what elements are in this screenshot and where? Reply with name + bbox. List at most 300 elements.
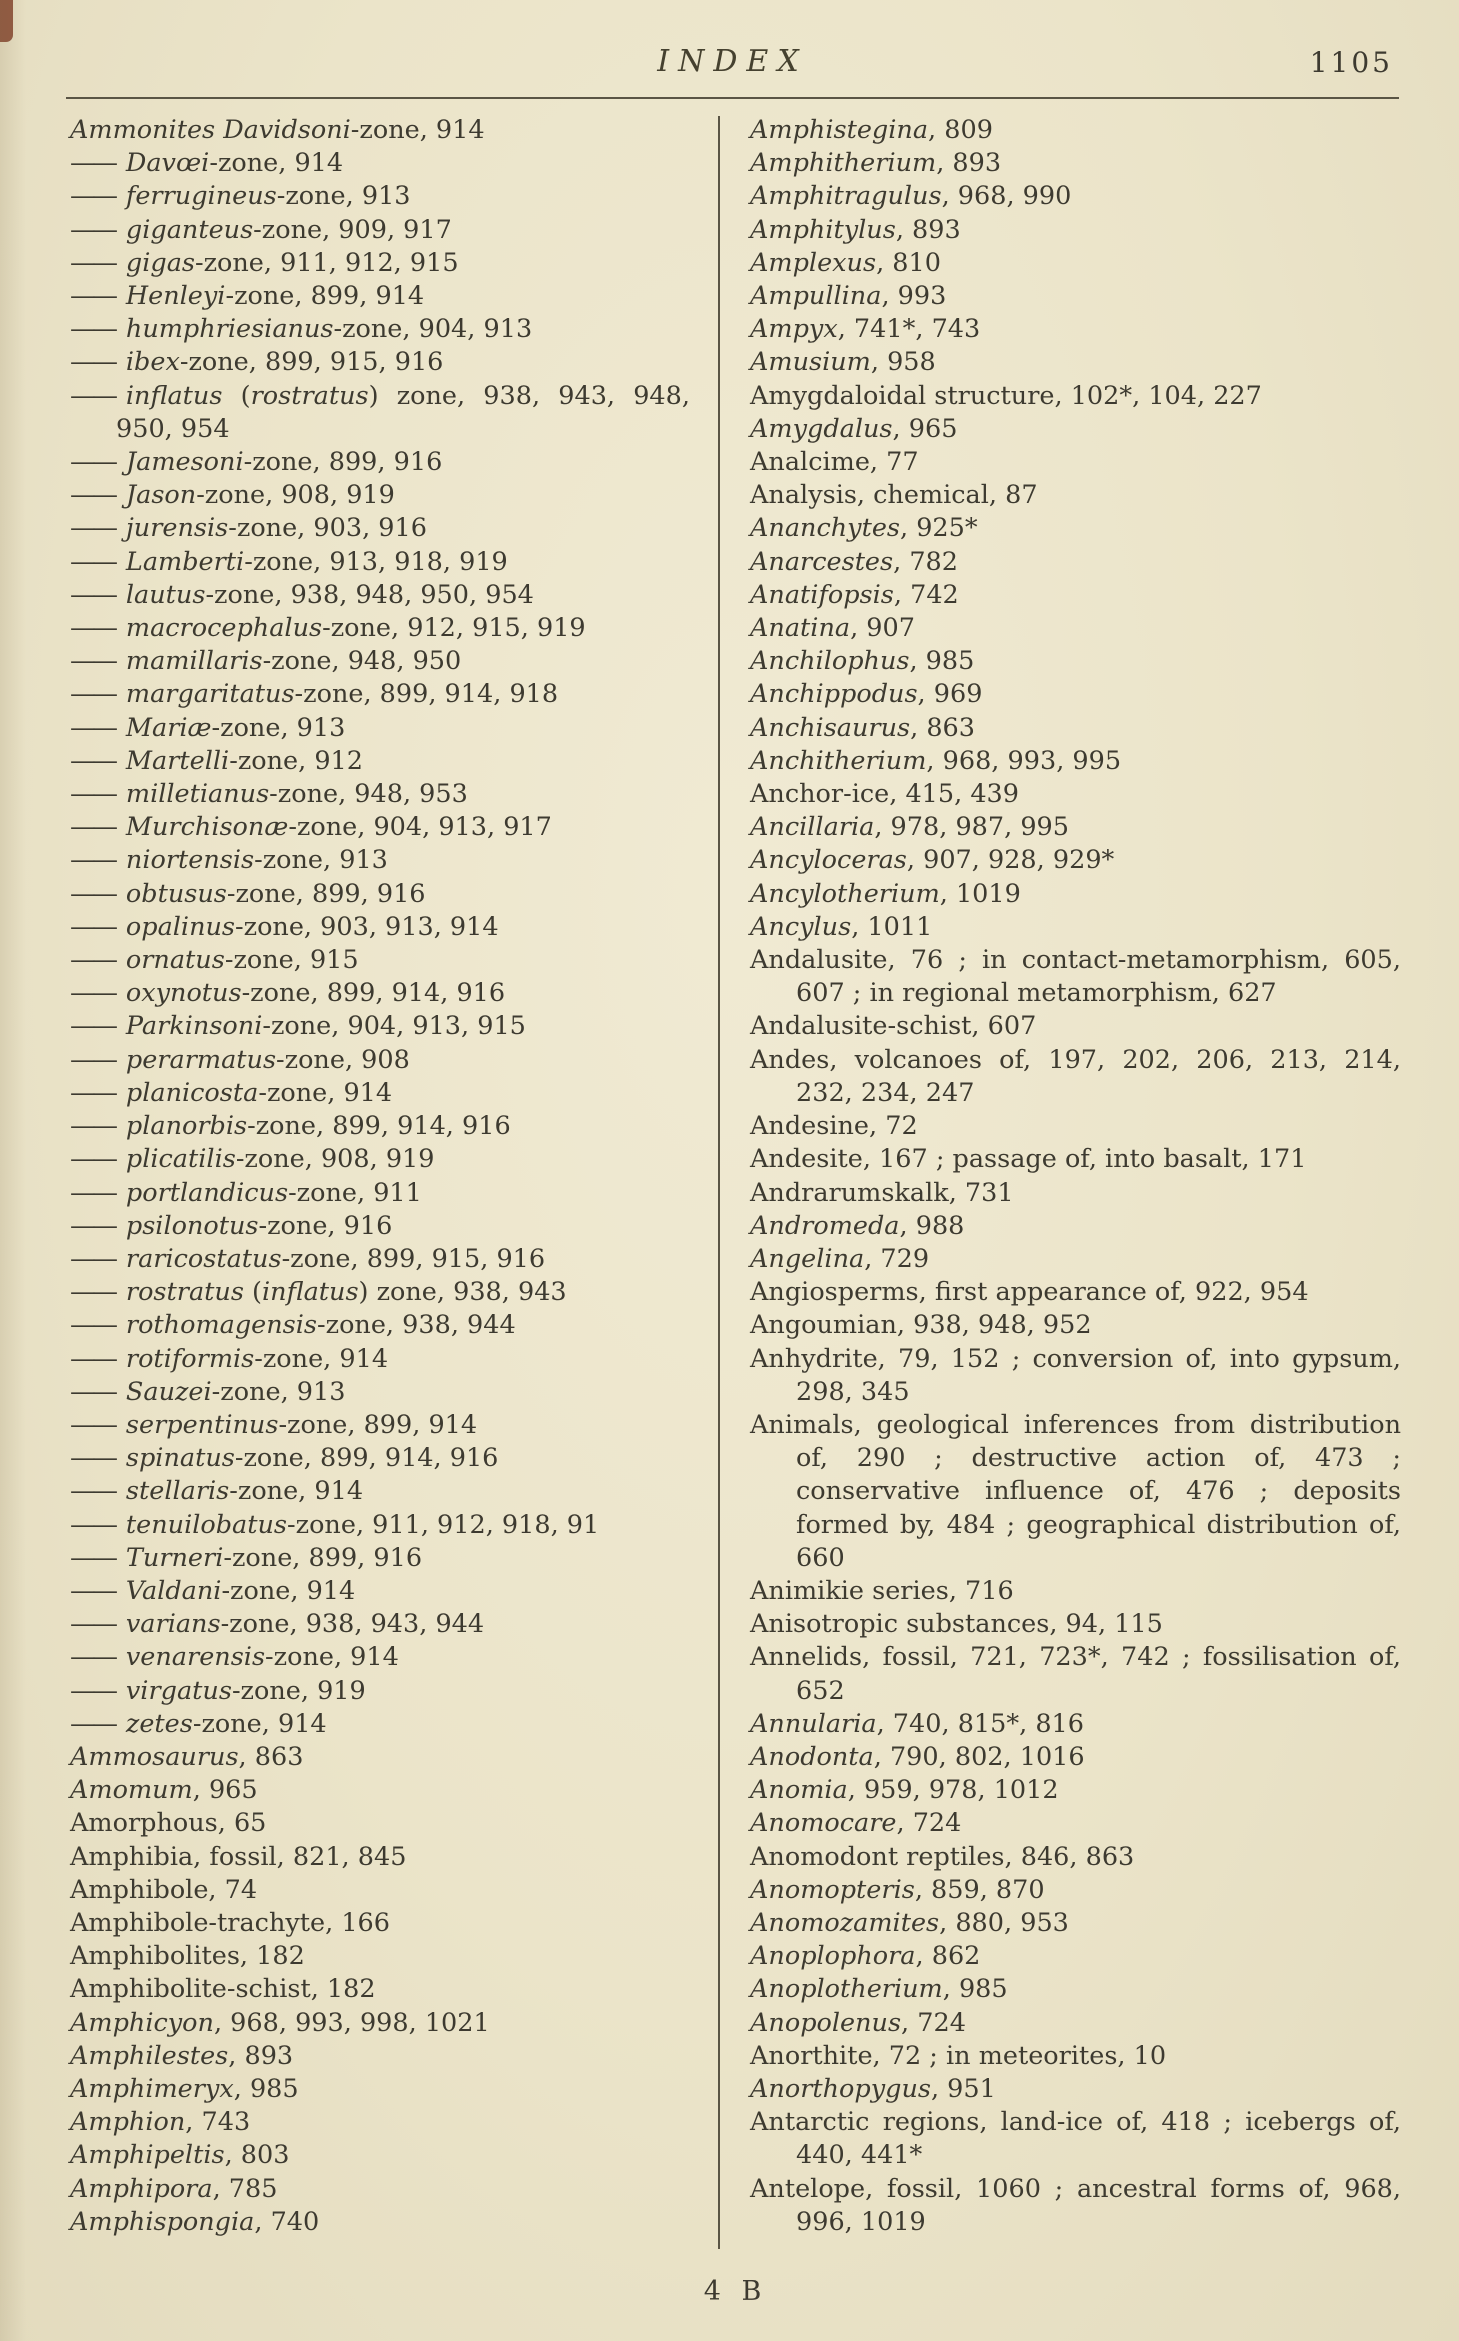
entry-text: , 985 (909, 646, 975, 677)
entry-text: , 803 (224, 2140, 290, 2171)
page-footer (70, 2276, 1401, 2307)
entry-text: -zone, 903, 916 (228, 513, 427, 544)
index-entry (750, 1010, 1401, 1043)
index-entry (70, 2073, 690, 2106)
repeat-dash: —— (70, 945, 115, 976)
entry-text: -zone, 899, 914, 916 (234, 1443, 499, 1474)
entry-text: ) zone, 938, 943 (358, 1277, 567, 1308)
entry-term: inflatus (261, 1277, 359, 1308)
entry-text: , 740, 815*, 816 (876, 1708, 1084, 1739)
index-entry (750, 1774, 1401, 1807)
repeat-dash: —— (70, 480, 115, 511)
entry-text: Animals, geological inferences from distribution of, 290 ; destructive action of, 473 ; conservative influence of, 476 ; deposits formed by, 484 ; geographical distribution of, 660 (750, 1409, 1401, 1573)
entry-term: serpentinus (125, 1409, 279, 1440)
entry-text: -zone, 913, 918, 919 (244, 546, 508, 577)
page-number: 1105 (1309, 46, 1393, 79)
repeat-dash: —— (70, 1210, 115, 1241)
entry-text: -zone, 948, 950 (262, 646, 462, 677)
index-columns (70, 114, 1401, 2263)
entry-text: , 742 (893, 579, 959, 610)
index-entry (70, 1376, 690, 1409)
entry-term: Andromeda (750, 1210, 900, 1241)
entry-text: -zone, 938, 948, 950, 954 (205, 579, 534, 610)
entry-term: stellaris (125, 1476, 230, 1507)
entry-term: Amphispongia (70, 2206, 255, 2237)
entry-text: Amphibolite-schist, 182 (70, 1974, 376, 2005)
index-entry (750, 579, 1401, 612)
index-entry (750, 1708, 1401, 1741)
entry-term: Anomopteris (750, 1874, 915, 1905)
index-entry (70, 1907, 690, 1940)
index-entry (70, 280, 690, 313)
index-entry (70, 878, 690, 911)
entry-text: -zone, 899, 916 (223, 1542, 423, 1573)
entry-text: , 782 (893, 546, 959, 577)
entry-term: Ananchytes (750, 513, 900, 544)
entry-text: , 740 (254, 2206, 320, 2237)
index-entry (750, 2173, 1401, 2239)
entry-term: Anomia (750, 1775, 848, 1806)
index-entry (70, 1177, 690, 1210)
repeat-dash: —— (70, 1409, 115, 1440)
entry-text: , 785 (212, 2173, 278, 2204)
entry-text: -zone, 908 (276, 1044, 410, 1075)
entry-text: -zone, 914 (265, 1642, 399, 1673)
entry-text: , 969 (917, 679, 983, 710)
repeat-dash: —— (70, 779, 115, 810)
entry-text: -zone, 899, 915, 916 (179, 347, 444, 378)
index-entry (70, 247, 690, 280)
entry-text: -zone, 938, 944 (317, 1310, 516, 1341)
entry-term: rotiformis (125, 1343, 255, 1374)
entry-text: , 880, 953 (939, 1907, 1069, 1938)
index-entry (70, 712, 690, 745)
entry-term: Amphitragulus (750, 181, 942, 212)
index-entry (70, 1940, 690, 1973)
index-entry (750, 844, 1401, 877)
index-entry (70, 546, 690, 579)
entry-text: Anomodont reptiles, 846, 863 (750, 1841, 1135, 1872)
entry-text: , 810 (876, 247, 941, 278)
entry-term: Anatina (750, 613, 851, 644)
index-entry (750, 645, 1401, 678)
entry-text: , 985 (233, 2073, 299, 2104)
entry-text: -zone, 914 (221, 1575, 356, 1606)
entry-text: , 729 (864, 1243, 930, 1274)
entry-term: Amomum (70, 1775, 193, 1806)
index-entry (750, 745, 1401, 778)
entry-text: , 978, 987, 995 (874, 812, 1069, 843)
entry-text: Anisotropic substances, 94, 115 (750, 1609, 1163, 1640)
entry-text: Anchor-ice, 415, 439 (750, 779, 1019, 810)
entry-text: -zone, 911, 912, 918, 91 (287, 1509, 600, 1540)
entry-text: Amphibolites, 182 (70, 1941, 305, 1972)
entry-text: Amphibia, fossil, 821, 845 (70, 1841, 407, 1872)
index-entry (750, 1143, 1401, 1176)
repeat-dash: —— (70, 214, 115, 245)
page-header (70, 44, 1395, 86)
entry-text: , 893 (228, 2040, 294, 2071)
entry-term: rostratus (250, 380, 369, 411)
entry-term: ornatus (125, 945, 225, 976)
entry-text: , 809 (928, 115, 993, 145)
index-entry (70, 612, 690, 645)
entry-term: Amphimeryx (70, 2073, 234, 2104)
running-title: INDEX (657, 44, 808, 79)
index-entry (750, 1177, 1401, 1210)
entry-term: Amusium (750, 347, 871, 378)
repeat-dash: —— (70, 447, 115, 478)
repeat-dash: —— (70, 1642, 115, 1673)
entry-text: , 965 (192, 1775, 258, 1806)
index-entry (70, 1608, 690, 1641)
entry-text: -zone, 899, 914, 916 (241, 978, 506, 1009)
index-entry (750, 1608, 1401, 1641)
entry-term: Amphitylus (750, 214, 896, 245)
entry-term: Amphilestes (70, 2040, 229, 2071)
entry-text: , 859, 870 (914, 1874, 1045, 1905)
entry-text: , 951 (930, 2073, 996, 2104)
entry-text: , 724 (896, 1808, 962, 1839)
entry-text: Analcime, 77 (750, 447, 919, 478)
entry-term: tenuilobatus (125, 1509, 288, 1540)
entry-text: -zone, 911, 912, 915 (194, 247, 459, 278)
page-gutter-shadow (0, 0, 26, 2341)
entry-text: Andesine, 72 (750, 1111, 918, 1142)
entry-text: , 1019 (939, 878, 1021, 909)
entry-text: ( (222, 380, 251, 411)
index-entry (70, 1010, 690, 1043)
index-entry (70, 1276, 690, 1309)
entry-term: Anchitherium (750, 745, 927, 776)
entry-term: planicosta (125, 1077, 259, 1108)
entry-text: , 907 (850, 613, 915, 644)
entry-text: -zone, 915 (224, 945, 359, 976)
entry-text: -zone, 911 (288, 1177, 422, 1208)
repeat-dash: —— (70, 1277, 115, 1308)
index-entry (750, 1973, 1401, 2006)
index-entry (750, 1907, 1401, 1940)
index-entry (70, 2206, 690, 2239)
repeat-dash: —— (70, 646, 115, 677)
repeat-dash: —— (70, 1675, 115, 1706)
entry-term: Sauzei (125, 1376, 212, 1407)
index-entry (70, 1741, 690, 1774)
repeat-dash: —— (70, 579, 115, 610)
entry-term: margaritatus (125, 679, 295, 710)
entry-text: -zone, 913 (254, 845, 388, 876)
repeat-dash: —— (70, 1542, 115, 1573)
repeat-dash: —— (70, 1376, 115, 1407)
index-entry (750, 1874, 1401, 1907)
entry-term: raricostatus (125, 1243, 282, 1274)
repeat-dash: —— (70, 513, 115, 544)
index-entry (70, 1542, 690, 1575)
entry-text: , 893 (936, 148, 1002, 179)
index-entry (750, 712, 1401, 745)
entry-text: -zone, 948, 953 (269, 779, 468, 810)
entry-term: Parkinsoni (125, 1011, 263, 1042)
index-entry (70, 2139, 690, 2172)
entry-text: -zone, 914 (258, 1077, 393, 1108)
index-entry (70, 1110, 690, 1143)
entry-term: Mariæ (125, 712, 212, 743)
entry-term: Murchisonæ (125, 812, 289, 843)
index-entry (70, 1143, 690, 1176)
index-entry (750, 678, 1401, 711)
entry-text: -zone, 904, 913, 917 (288, 812, 552, 843)
entry-text: Andalusite, 76 ; in contact-metamorphism, 605, 607 ; in regional metamorphism, 627 (750, 945, 1401, 1009)
index-entry (70, 1874, 690, 1907)
index-entry (70, 1641, 690, 1674)
entry-term: varians (125, 1609, 221, 1640)
index-entry (750, 1940, 1401, 1973)
index-entry (750, 247, 1401, 280)
index-entry (750, 1044, 1401, 1110)
entry-term: Lamberti (125, 546, 245, 577)
index-entry (70, 579, 690, 612)
repeat-dash: —— (70, 1575, 115, 1606)
entry-text: -zone, 913 (211, 1376, 346, 1407)
index-entry (750, 214, 1401, 247)
index-entry (750, 479, 1401, 512)
entry-text: Andes, volcanoes of, 197, 202, 206, 213, 214, 232, 234, 247 (750, 1044, 1401, 1108)
entry-text: -zone, 914 (254, 1343, 389, 1374)
index-entry (70, 1973, 690, 2006)
entry-term: Turneri (125, 1542, 224, 1573)
entry-text: -zone, 913 (276, 181, 411, 212)
entry-text: -zone, 914 (350, 115, 485, 145)
entry-term: Ammosaurus (70, 1741, 239, 1772)
entry-text: , 968, 990 (941, 181, 1072, 212)
entry-text: Analysis, chemical, 87 (750, 480, 1038, 511)
index-entry (750, 180, 1401, 213)
entry-text: -zone, 913 (211, 712, 346, 743)
index-entry (70, 2106, 690, 2139)
index-entry (750, 1343, 1401, 1409)
entry-text: , 724 (901, 2007, 966, 2038)
index-entry (70, 2173, 690, 2206)
entry-text: Amygdaloidal structure, 102*, 104, 227 (750, 380, 1262, 411)
entry-term: venarensis (125, 1642, 266, 1673)
index-entry (750, 413, 1401, 446)
entry-term: Amphipeltis (70, 2140, 225, 2171)
entry-text: , 743 (185, 2107, 251, 2138)
entry-term: perarmatus (125, 1044, 277, 1075)
index-entry (750, 1409, 1401, 1575)
index-entry (750, 811, 1401, 844)
entry-text: , 968, 993, 998, 1021 (213, 2007, 490, 2038)
repeat-dash: —— (70, 712, 115, 743)
entry-text: -zone, 899, 914 (225, 281, 425, 312)
signature-mark: 4 B (703, 2276, 768, 2307)
repeat-dash: —— (70, 546, 115, 577)
entry-text: Annelids, fossil, 721, 723*, 742 ; fossilisation of, 652 (750, 1642, 1401, 1706)
entry-term: Davœi (125, 148, 210, 179)
index-entry (70, 678, 690, 711)
entry-text: -zone, 899, 916 (226, 878, 426, 909)
index-column-left (70, 114, 690, 2263)
repeat-dash: —— (70, 911, 115, 942)
index-entry (70, 1343, 690, 1376)
index-entry (70, 1575, 690, 1608)
repeat-dash: —— (70, 347, 115, 378)
index-entry (70, 2007, 690, 2040)
repeat-dash: —— (70, 1144, 115, 1175)
entry-text: , 968, 993, 995 (926, 745, 1122, 776)
index-entry (70, 1675, 690, 1708)
index-entry (70, 911, 690, 944)
entry-text: , 925* (900, 513, 978, 544)
index-entry (70, 745, 690, 778)
index-entry (70, 446, 690, 479)
entry-text: Anhydrite, 79, 152 ; conversion of, into gypsum, 298, 345 (750, 1343, 1401, 1407)
entry-term: Anchilophus (750, 646, 910, 677)
index-entry (750, 944, 1401, 1010)
entry-term: Anorthopygus (750, 2073, 931, 2104)
index-entry (70, 1807, 690, 1840)
entry-term: plicatilis (125, 1144, 236, 1175)
index-entry (70, 844, 690, 877)
repeat-dash: —— (70, 1310, 115, 1341)
index-entry (70, 180, 690, 213)
index-entry (70, 1243, 690, 1276)
entry-term: niortensis (125, 845, 255, 876)
entry-text: -zone, 904, 913, 915 (262, 1011, 526, 1042)
entry-text: , 893 (895, 214, 961, 245)
entry-term: Amygdalus (750, 413, 893, 444)
entry-term: zetes (125, 1708, 193, 1739)
entry-term: Annularia (750, 1708, 877, 1739)
entry-text: -zone, 938, 943, 944 (220, 1609, 485, 1640)
entry-text: -zone, 899, 914, 916 (247, 1111, 511, 1142)
index-entry (70, 380, 690, 446)
repeat-dash: —— (70, 1609, 115, 1640)
entry-text: , 965 (892, 413, 958, 444)
entry-term: Anodonta (750, 1741, 874, 1772)
index-entry (70, 1442, 690, 1475)
entry-term: Amplexus (750, 247, 877, 278)
index-entry (750, 1243, 1401, 1276)
entry-term: Amphipora (70, 2173, 213, 2204)
index-entry (750, 778, 1401, 811)
entry-term: Henleyi (125, 281, 226, 312)
entry-term: Ancylotherium (750, 878, 940, 909)
entry-text: Angiosperms, first appearance of, 922, 954 (750, 1277, 1309, 1308)
entry-term: Jamesoni (125, 447, 244, 478)
index-entry (70, 2040, 690, 2073)
entry-term: jurensis (125, 513, 229, 544)
index-entry (750, 2007, 1401, 2040)
index-entry (70, 1509, 690, 1542)
entry-term: Anomozamites (750, 1907, 940, 1938)
index-entry (750, 2040, 1401, 2073)
entry-term: portlandicus (125, 1177, 289, 1208)
entry-term: ferrugineus (125, 181, 277, 212)
index-entry (750, 280, 1401, 313)
index-entry (70, 1708, 690, 1741)
entry-text: -zone, 909, 917 (253, 214, 452, 245)
index-entry (750, 1741, 1401, 1774)
entry-text: -zone, 908, 919 (235, 1144, 435, 1175)
repeat-dash: —— (70, 745, 115, 776)
index-entry (750, 346, 1401, 379)
entry-term: Anchisaurus (750, 712, 911, 743)
entry-text: Antarctic regions, land-ice of, 418 ; icebergs of, 440, 441* (750, 2107, 1401, 2171)
entry-term: virgatus (125, 1675, 232, 1706)
entry-term: giganteus (125, 214, 254, 245)
column-divider (718, 116, 720, 2249)
index-entry (70, 1077, 690, 1110)
entry-text: Anorthite, 72 ; in meteorites, 10 (750, 2040, 1167, 2071)
repeat-dash: —— (70, 1443, 115, 1474)
repeat-dash: —— (70, 1509, 115, 1540)
entry-term: mamillaris (125, 646, 263, 677)
entry-term: rothomagensis (125, 1310, 318, 1341)
entry-text: -zone, 914 (209, 148, 344, 179)
entry-term: oxynotus (125, 978, 242, 1009)
entry-term: obtusus (125, 878, 227, 909)
entry-text: , 790, 802, 1016 (873, 1741, 1085, 1772)
entry-term: Amphicyon (70, 2007, 214, 2038)
index-entry (70, 1044, 690, 1077)
entry-term: Ancylus (750, 911, 852, 942)
entry-text: -zone, 912 (229, 745, 364, 776)
entry-term: opalinus (125, 911, 236, 942)
repeat-dash: —— (70, 978, 115, 1009)
entry-text: -zone, 912, 915, 919 (322, 613, 586, 644)
entry-term: milletianus (125, 779, 270, 810)
index-entry (750, 114, 1401, 147)
repeat-dash: —— (70, 1177, 115, 1208)
entry-term: Anoplophora (750, 1941, 916, 1972)
entry-term: planorbis (125, 1111, 248, 1142)
entry-text: -zone, 908, 919 (196, 480, 395, 511)
index-entry (70, 512, 690, 545)
entry-text: Amorphous, 65 (70, 1808, 267, 1839)
repeat-dash: —— (70, 148, 115, 179)
index-entry (750, 2106, 1401, 2172)
entry-text: -zone, 899, 914 (278, 1409, 478, 1440)
repeat-dash: —— (70, 247, 115, 278)
entry-text: Amphibole-trachyte, 166 (70, 1907, 391, 1938)
index-entry (750, 313, 1401, 346)
index-entry (70, 1309, 690, 1342)
entry-term: spinatus (125, 1443, 235, 1474)
entry-text: Andalusite-schist, 607 (750, 1011, 1037, 1042)
repeat-dash: —— (70, 1343, 115, 1374)
entry-text: -zone, 914 (192, 1708, 327, 1739)
entry-term: Ampullina (750, 281, 882, 312)
entry-term: Martelli (125, 745, 230, 776)
index-entry (750, 1807, 1401, 1840)
entry-text: , 993 (881, 281, 947, 312)
entry-term: rostratus (125, 1277, 244, 1308)
repeat-dash: —— (70, 1111, 115, 1142)
entry-term: Amphitherium (750, 148, 937, 179)
index-entry (750, 1110, 1401, 1143)
index-entry (70, 479, 690, 512)
entry-term: Jason (125, 480, 197, 511)
entry-term: Ammonites Davidsoni (70, 115, 351, 145)
entry-term: psilonotus (125, 1210, 259, 1241)
index-entry (750, 380, 1401, 413)
entry-term: gigas (125, 247, 195, 278)
repeat-dash: —— (70, 845, 115, 876)
entry-text: , 863 (238, 1741, 304, 1772)
repeat-dash: —— (70, 1077, 115, 1108)
index-entry (70, 346, 690, 379)
